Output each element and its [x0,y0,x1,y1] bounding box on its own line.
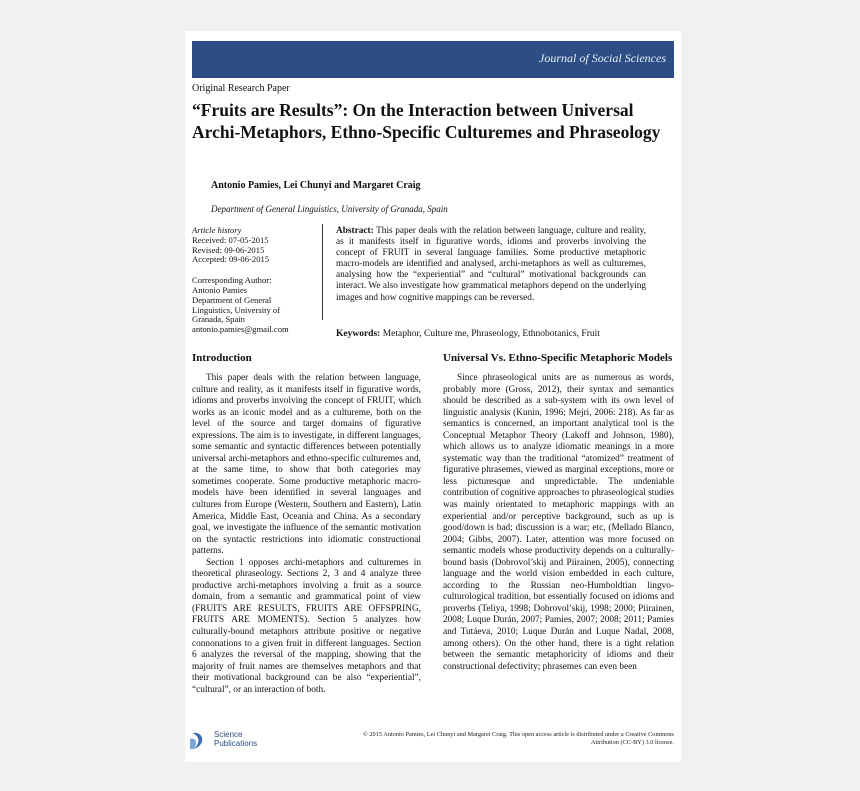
authors: Antonio Pamies, Lei Chunyi and Margaret Craig [211,180,421,191]
section-heading: Universal Vs. Ethno-Specific Metaphoric Models [443,352,673,364]
abstract-text: This paper deals with the relation between language, culture and reality, as it manifests itself in figurative words, idioms and proverbs involving the concept of FRUIT in several language families. Some productive metaphoric macro-models are identified and analysed, archi-metaphors as well as culturemes, analysing how the “experiential” and “cultural” motivational backgrounds can interact. We also investigate how grammatical metaphors depend on the underlying images and how cognitive mappings can be reversed. [336,226,647,303]
intro-heading: Introduction [192,352,252,364]
journal-name: Journal of Social Sciences [539,51,666,65]
corresponding-label: Corresponding Author: [192,275,272,286]
abstract [336,226,646,304]
intro-paragraph-2: Section 1 opposes archi-metaphors and culturemes in theoretical phraseology. Sections 2, 3 and 4 analyze three productive archi-metaphors involving a fruit as a source domain, from a semantic and grammatical point of view (FRUITS ARE RESULTS, FRUITS ARE OFFSPRING, FRUITS ARE MOMENTS). Section 5 analyzes how culturally-bound metaphors attribute positive or negative connonations to a given fruit in different languages. Section 6 analyzes the reversal of the mapping, showing that the majority of fruit names are themselves metaphors and that their motivational background can be also “experiential”, “cultural”, or an interaction of both. [192,557,421,695]
keywords-text: Metaphor, Culture me, Phraseology, Ethnobotanics, Fruit [382,329,600,339]
corresponding-dept-3: Granada, Spain [192,314,245,325]
license-line-1: © 2015 Antonio Pamies, Lei Chunyi and Margaret Craig. This open access article is distributed under a Creative Commons [363,731,674,738]
publisher-name [214,730,257,748]
received-date: Received: 07-05-2015 [192,234,269,245]
abstract-label: Abstract: [336,226,374,236]
publisher-line-2: Publications [214,739,258,748]
publisher-line-1: Science [214,730,243,739]
divider-line [322,224,323,320]
journal-banner [192,41,674,78]
intro-paragraph-1: This paper deals with the relation between language, culture and reality, as it manifests itself in figurative words, idioms and proverbs involving the concept of FRUIT, which works as an iconic model and as a cultureme, both on the level of the source and target domains of figurative expressions. The aim is to investigate, in different languages, some semantic and syntactic differences between potentially universal archi-metaphors and ethno-specific culturemes and, at the same time, to show that both categories may sometimes cooperate. Some productive metaphoric macro-models have been identified in several languages and cultures from Europe (Western, Southern and Eastern), Latin America, Middle East, Oceania and China. As a secondary goal, we investigate the influence of the semantic motivation on the syntactic restrictions into idiomatic constructional patterns. [192,373,421,557]
accepted-date: Accepted: 09-06-2015 [192,254,270,265]
affiliation: Department of General Linguistics, University of Granada, Spain [211,204,448,214]
license-line-2: Attribution (CC-BY) 3.0 license. [590,739,674,746]
article-type: Original Research Paper [192,83,290,94]
corresponding-dept-2: Linguistics, University of [192,304,281,315]
history-label: Article history [192,225,242,235]
paper-title: “Fruits are Results”: On the Interaction between Universal Archi-Metaphors, Ethno-Specific Culturemes and Phraseology [192,100,661,142]
corresponding-email[interactable]: antonio.pamies@gmail.com [192,324,289,335]
keywords [336,329,600,339]
corresponding-name: Antonio Pamies [192,284,248,295]
left-column [192,352,421,696]
keywords-label: Keywords: [336,329,381,339]
section-paragraph-1: Since phraseological units are as numerous as words, probably more (Gross, 2012), their syntax and semantics should be described as a sub-system with its own level of linguistic analysis (Kunin, 1996; Mejri, 2006: 218). As far as semantics is concerned, an important analytical tool is the Conceptual Metaphor Theory (Lakoff and Johnson, 1980), which allows us to analyze idiomatic meanings in a more systematic way than the traditional “atomized” treatment of figurative phrasemes, viewed as marginal exceptions, more or less picturesque and unpredictable. The undeniable contribution of cognitive approaches to phraseological studies was mainly orientated to metaphoric mappings with an experiential and/or perceptive background, such as up is good/down is bad; discussion is a war; etc, (Mellado Blanco, 2004; Gibbs, 2007). Later, attention was more focused on semantic models whose productivity depends on a culturally-bound basis (Dobrovol’skij and Piirainen, 2005), connecting language and the world vision embedded in each culture, according to the Russian neo-Humboldtian lingvo-culturological tradition, but essentially focused on idioms and proverbs (Teliya, 1998; Dobrovol’skij, 1998; 2000; Piirainen, 2008; Luque Durán, 2007; Pamies, 2007; 2008; 2011; Pamies and Tutáeva, 2010; Luque Durán and Luque Nadal, 2008, among others). On the other hand, there is a tight relation between the semantic metaphoricity of idioms and their constructional defectivity; phrasemes can even been [443,373,674,672]
corresponding-dept-1: Department of General [192,294,272,305]
revised-date: Revised: 09-06-2015 [192,244,265,255]
publisher-logo [188,729,264,751]
article-info [192,226,312,335]
right-column [443,352,674,673]
license-footer [322,731,674,747]
